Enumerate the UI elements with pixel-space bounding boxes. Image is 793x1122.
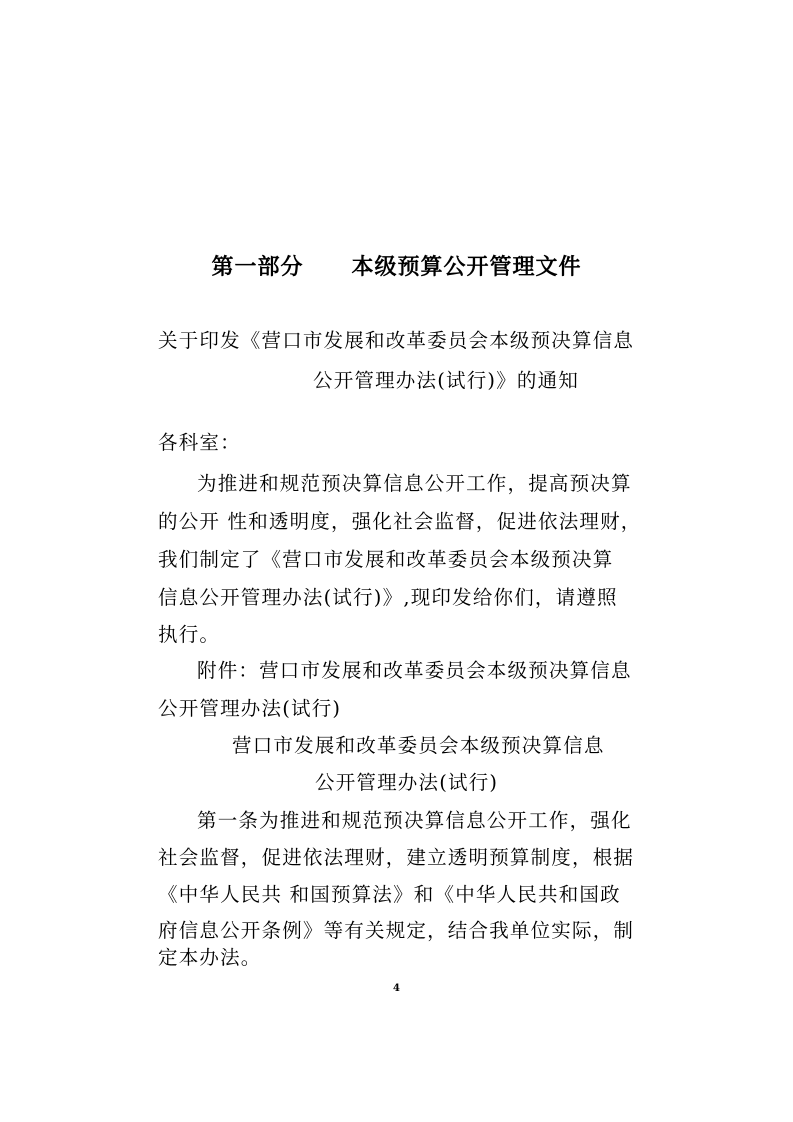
part-name: 本级预算公开管理文件: [351, 255, 582, 280]
notice-title-line-2: 公开管理办法(试行)》的通知: [313, 369, 580, 392]
article-line-4: 府信息公开条例》等有关规定，结合我单位实际，制: [158, 919, 635, 942]
article-line-1: 第一条为推进和规范预决算信息公开工作，强化: [197, 809, 632, 832]
measures-title-line-2: 公开管理办法(试行): [315, 771, 499, 794]
body-line-2: 的公开 性和透明度，强化社会监督，促进依法理财，: [158, 510, 642, 533]
article-line-3: 《中华人民共 和国预算法》和《中华人民共和国政: [158, 883, 621, 906]
article-line-5: 定本办法。: [158, 946, 262, 969]
salutation: 各科室：: [158, 431, 241, 454]
measures-title-line-1: 营口市发展和改革委员会本级预决算信息: [232, 734, 605, 757]
part-label: 第一部分: [211, 255, 304, 280]
body-line-1: 为推进和规范预决算信息公开工作，提高预决算: [197, 472, 632, 495]
attachment-line-1: 附件：营口市发展和改革委员会本级预决算信息: [197, 659, 632, 682]
body-line-3: 我们制定了《营口市发展和改革委员会本级预决算: [158, 548, 614, 571]
body-line-5: 执行。: [158, 623, 221, 646]
article-line-2: 社会监督，促进依法理财，建立透明预算制度，根据: [158, 846, 635, 869]
part-title: [0, 250, 793, 281]
body-line-4: 信息公开管理办法(试行)》,现印发给你们，请遵照: [158, 586, 618, 609]
attachment-line-2: 公开管理办法(试行): [158, 697, 342, 720]
page-number: 4: [393, 983, 400, 994]
notice-title-line-1: 关于印发《营口市发展和改革委员会本级预决算信息: [158, 329, 635, 352]
